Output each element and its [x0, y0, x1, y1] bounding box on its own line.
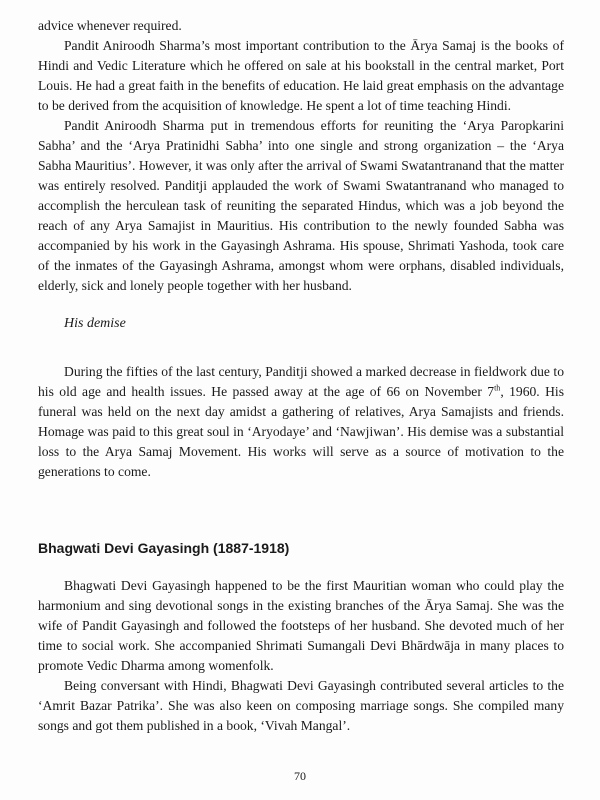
bhagwati-text — [38, 576, 564, 736]
subheading-his-demise: His demise — [64, 316, 126, 331]
paragraph-continuation: advice whenever required. — [38, 18, 182, 33]
demise-text — [38, 362, 564, 482]
ordinal-suffix: th — [494, 383, 501, 393]
paragraph-demise — [38, 362, 564, 482]
paragraph-bhagwati-hindi: Being conversant with Hindi, Bhagwati Devi Gayasingh contributed several articles to the ‘Amrit Bazar Patrika’. She was also keen on composing marriage songs. She compiled many songs and got them published in a book, ‘Vivah Mangal’. — [38, 678, 564, 733]
paragraph-bhagwati-harmonium: Bhagwati Devi Gayasingh happened to be the first Mauritian woman who could play the harmonium and sing devotional songs in the existing branches of the Ārya Samaj. She was the wife of Pandit Gayasingh and followed the footsteps of her husband. She devoted much of her time to social work. She accompanied Shrimati Sumangali Devi Bhārdwāja in many places to promote Vedic Dharma among womenfolk. — [38, 578, 564, 673]
paragraph-reuniting-sabhas: Pandit Aniroodh Sharma put in tremendous efforts for reuniting the ‘Arya Paropkarini Sabha’ and the ‘Arya Pratinidhi Sabha’ into one single and strong organization – the ‘Arya Sabha Mauritius’. However, it was only after the arrival of Swami Swatantranand that the matter was entirely resolved. Panditji applauded the work of Swami Swatantranand who managed to accomplish the herculean task of reuniting the separated Hindus, which was a job beyond the reach of any Arya Samajist in Mauritius. His contribution to the newly founded Sabha was accompanied by his work in the Gayasingh Ashrama. His spouse, Shrimati Yashoda, took care of the inmates of the Gayasingh Ashrama, amongst whom were orphans, disabled individuals, elderly, sick and lonely people together with her husband. — [38, 118, 564, 293]
demise-text-part1: During the fifties of the last century, Panditji showed a marked decrease in fieldwork due to his old age and health issues. He passed away at the age of 66 on November 7 — [38, 364, 564, 399]
demise-text-part2: , 1960. His funeral was held on the next day amidst a gathering of relatives, Arya Samajists and friends. Homage was paid to this great soul in ‘Aryodaye’ and ‘Nawjiwan’. His demise was a substantial loss to the Arya Samaj Movement. His works will serve as a source of motivation to the generations to come. — [38, 384, 564, 479]
section-heading-bhagwati-devi: Bhagwati Devi Gayasingh (1887-1918) — [38, 540, 290, 556]
paragraph-contribution-books: Pandit Aniroodh Sharma’s most important contribution to the Ārya Samaj is the books of Hindi and Vedic Literature which he offered on sale at his bookstall in the central market, Port Louis. He had a great faith in the benefits of education. He laid great emphasis on the advantage to be derived from the acquisition of knowledge. He spent a lot of time teaching Hindi. — [38, 38, 564, 113]
page-number: 70 — [294, 769, 306, 783]
biography-text-top — [38, 16, 564, 296]
